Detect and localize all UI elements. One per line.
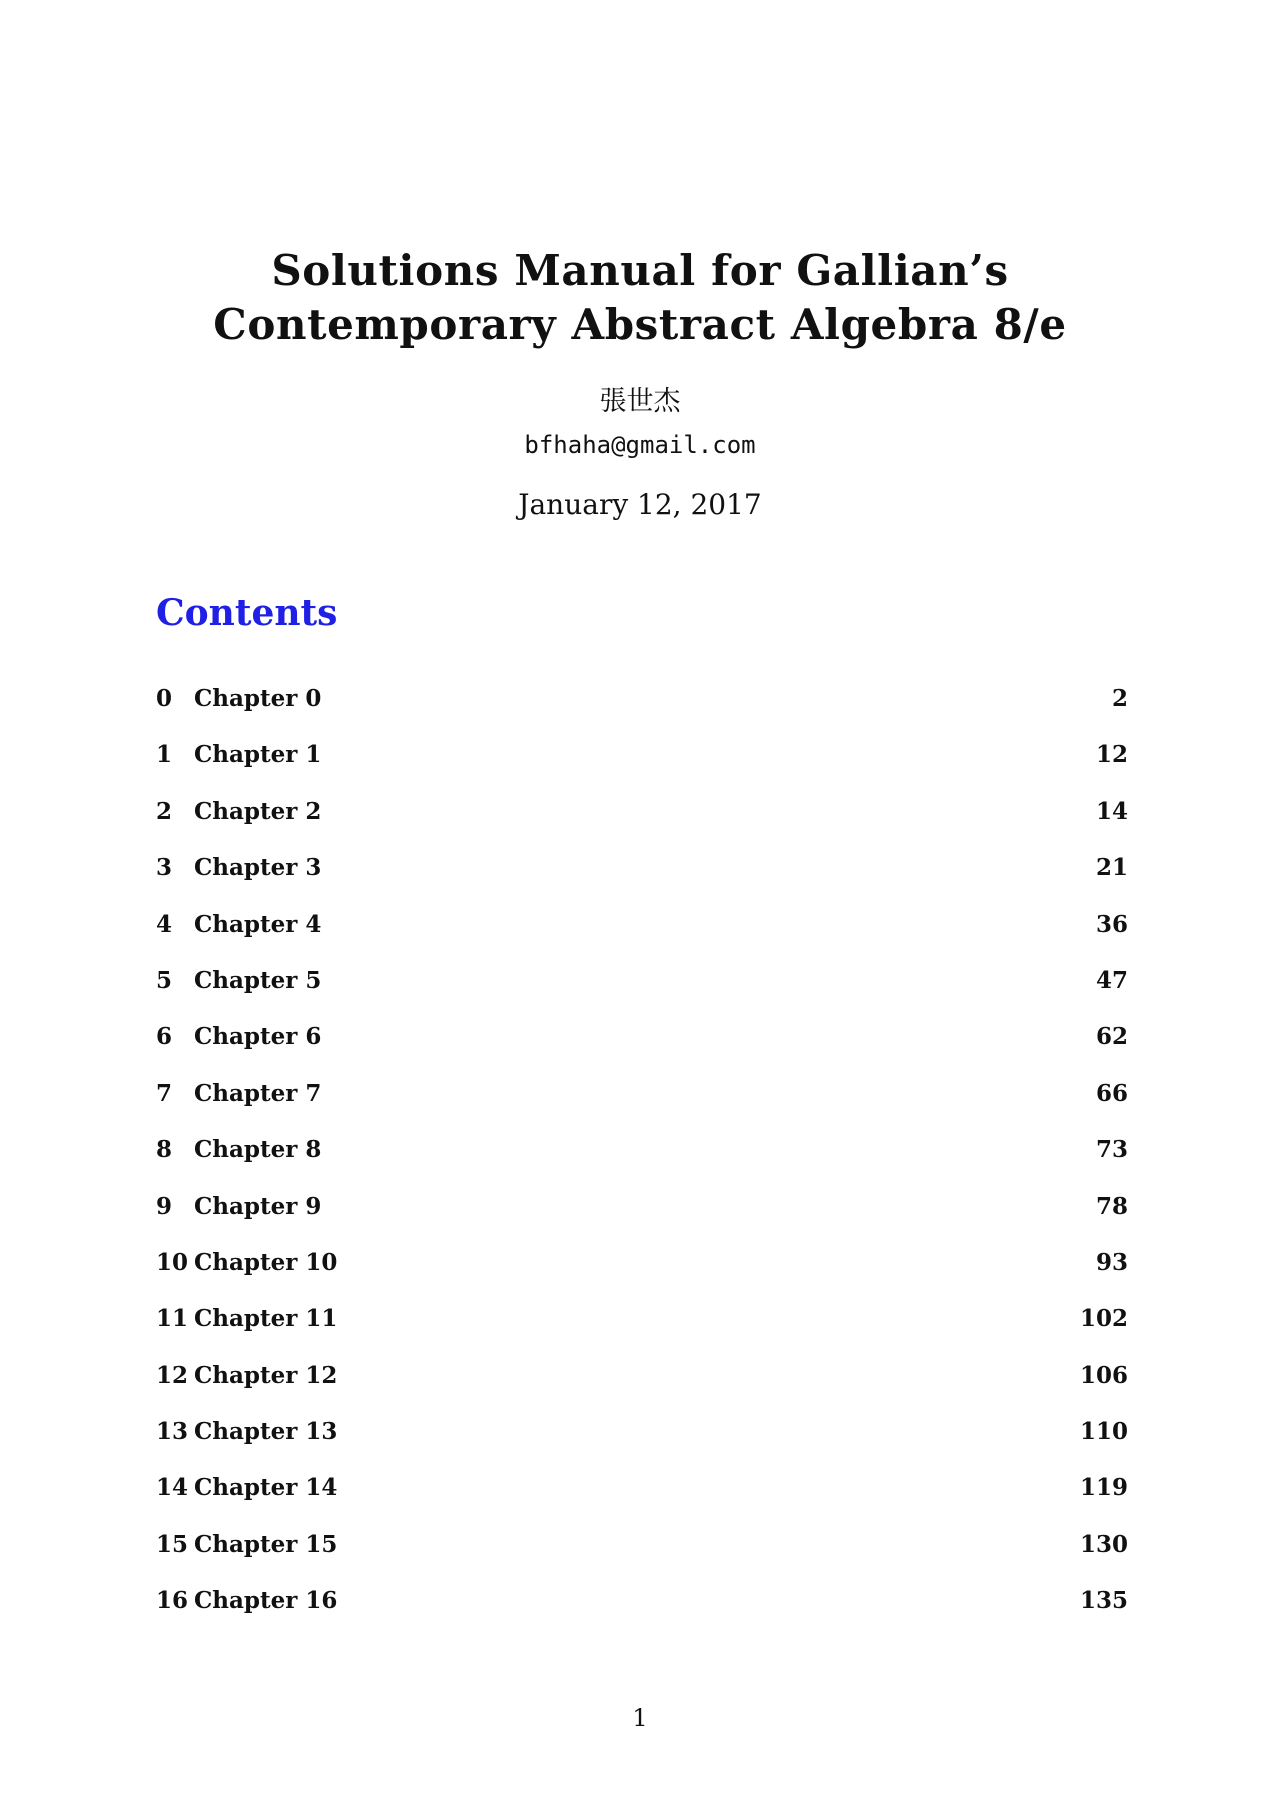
toc-entry[interactable]	[156, 966, 1128, 1022]
title-line-1: Solutions Manual for Gallian’s	[271, 246, 1009, 295]
toc-entry-page[interactable]: 62	[1095, 1023, 1128, 1051]
toc-entry-number: 3	[156, 854, 173, 882]
contents-heading: Contents	[156, 592, 338, 634]
toc-entry-number: 11	[156, 1305, 189, 1333]
toc-entry[interactable]	[156, 797, 1128, 853]
toc-entry-page[interactable]: 130	[1079, 1530, 1128, 1558]
toc-entry-page[interactable]: 110	[1079, 1418, 1128, 1446]
toc-entry-title[interactable]: Chapter 10	[194, 1248, 338, 1276]
toc-entry[interactable]	[156, 1473, 1128, 1529]
toc-entry-page[interactable]: 36	[1095, 910, 1128, 938]
toc-entry-page[interactable]: 66	[1095, 1079, 1128, 1107]
toc-entry-title[interactable]: Chapter 9	[194, 1192, 322, 1220]
toc-entry[interactable]	[156, 1022, 1128, 1078]
toc-entry[interactable]	[156, 1586, 1128, 1642]
toc-entry-page[interactable]: 14	[1095, 797, 1128, 825]
toc-entry[interactable]	[156, 1079, 1128, 1135]
toc-entry-number: 8	[156, 1136, 173, 1164]
toc-entry-title[interactable]: Chapter 13	[194, 1418, 338, 1446]
toc-entry-page[interactable]: 135	[1079, 1587, 1128, 1615]
toc-entry-title[interactable]: Chapter 3	[194, 854, 322, 882]
toc-entry[interactable]	[156, 1248, 1128, 1304]
toc-entry-number: 14	[156, 1474, 189, 1502]
toc-entry-page[interactable]: 2	[1111, 685, 1128, 712]
toc-entry[interactable]	[156, 1361, 1128, 1417]
toc-entry-page[interactable]: 102	[1079, 1305, 1128, 1333]
toc-entry[interactable]	[156, 1530, 1128, 1586]
toc-entry-number: 10	[156, 1248, 189, 1276]
toc-entry-page[interactable]: 47	[1095, 966, 1128, 994]
toc-entry-number: 16	[156, 1587, 189, 1615]
toc-entry-page[interactable]: 21	[1095, 854, 1128, 882]
toc-entry-number: 13	[156, 1418, 189, 1446]
toc-entry-title[interactable]: Chapter 5	[194, 966, 322, 994]
toc-entry-title[interactable]: Chapter 6	[194, 1023, 322, 1051]
toc-entry-title[interactable]: Chapter 15	[194, 1530, 338, 1558]
toc-entry-title[interactable]: Chapter 14	[194, 1474, 338, 1502]
toc-entry[interactable]	[156, 910, 1128, 966]
toc-entry-title[interactable]: Chapter 12	[194, 1361, 338, 1389]
toc-entry[interactable]	[156, 684, 1128, 740]
toc-entry-title[interactable]: Chapter 7	[194, 1079, 322, 1107]
toc-entry-title[interactable]: Chapter 1	[194, 741, 322, 769]
page-number: 1	[632, 1704, 648, 1732]
toc-entry[interactable]	[156, 853, 1128, 909]
toc-entry[interactable]	[156, 1417, 1128, 1473]
toc-entry-page[interactable]: 119	[1079, 1474, 1128, 1502]
toc-entry-title[interactable]: Chapter 11	[194, 1305, 338, 1333]
document-date: January 12, 2017	[518, 488, 762, 521]
toc-entry-page[interactable]: 93	[1095, 1248, 1128, 1276]
toc-entry-page[interactable]: 106	[1079, 1361, 1128, 1389]
toc-entry-number: 6	[156, 1023, 173, 1051]
author-name: 張世杰	[599, 386, 681, 417]
toc-entry-number: 1	[156, 741, 173, 769]
toc-entry-title[interactable]: Chapter 16	[194, 1587, 338, 1615]
toc-entry-number: 7	[156, 1079, 173, 1107]
toc-entry-number: 15	[156, 1530, 189, 1558]
toc-entry[interactable]	[156, 1192, 1128, 1248]
document-title	[0, 244, 1280, 352]
toc-entry-number: 9	[156, 1192, 173, 1220]
toc-entry-page[interactable]: 73	[1095, 1136, 1128, 1164]
toc-entry-title[interactable]: Chapter 8	[194, 1136, 322, 1164]
title-line-2: Contemporary Abstract Algebra 8/e	[213, 300, 1067, 349]
toc-entry-number: 12	[156, 1361, 189, 1389]
toc-entry-title[interactable]: Chapter 0	[194, 685, 322, 712]
toc-entry-number: 0	[156, 685, 173, 712]
toc-entry[interactable]	[156, 1304, 1128, 1360]
toc-entry-title[interactable]: Chapter 4	[194, 910, 322, 938]
table-of-contents	[156, 684, 1128, 1643]
toc-entry-page[interactable]: 12	[1095, 741, 1128, 769]
author-email: bfhaha@gmail.com	[524, 431, 756, 459]
toc-entry[interactable]	[156, 1135, 1128, 1191]
toc-entry-page[interactable]: 78	[1095, 1192, 1128, 1220]
toc-entry-number: 4	[156, 910, 173, 938]
toc-entry-number: 5	[156, 966, 173, 994]
toc-entry-number: 2	[156, 797, 173, 825]
toc-entry-title[interactable]: Chapter 2	[194, 797, 322, 825]
toc-entry[interactable]	[156, 740, 1128, 796]
